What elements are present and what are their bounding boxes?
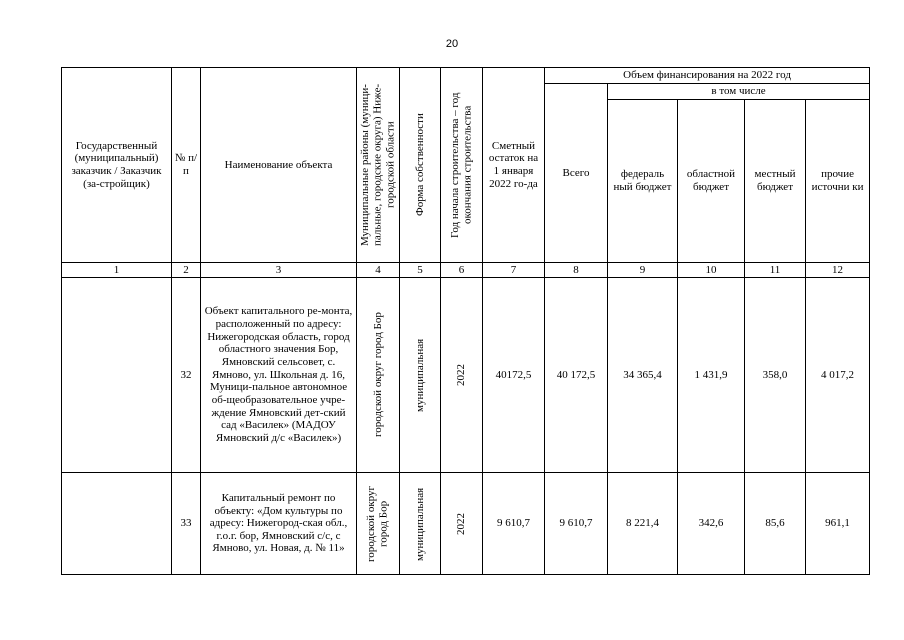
- table-row: [62, 473, 870, 575]
- row-years-cell: [441, 473, 483, 575]
- col-number: 10: [678, 263, 745, 278]
- header-ownership: Форма собственности: [413, 113, 426, 217]
- header-districts: Муниципальные районы (муници-пальные, городские округа) Ниже-городской области: [359, 83, 397, 247]
- row-ownership: муниципальная: [413, 486, 426, 561]
- col-number: 1: [62, 263, 172, 278]
- col-number: 7: [483, 263, 545, 278]
- header-other: прочие источни ки: [806, 100, 870, 263]
- row-local: 358,0: [745, 278, 806, 473]
- row-regional: 1 431,9: [678, 278, 745, 473]
- header-object-name: Наименование объекта: [201, 68, 357, 263]
- row-federal: 34 365,4: [608, 278, 678, 473]
- row-object-name: Капитальный ремонт по объекту: «Дом культуры по адресу: Нижегород-ская обл., г.о.г. бор, Ямновский с/с, с Ямново, ул. Новая, д. № 11»: [201, 473, 357, 575]
- header-balance: Сметный остаток на 1 января 2022 го-да: [483, 68, 545, 263]
- row-local: 85,6: [745, 473, 806, 575]
- header-customer: Государственный (муниципальный) заказчик / Заказчик (за-стройщик): [62, 68, 172, 263]
- row-years: 2022: [455, 364, 468, 386]
- header-years-cell: [441, 68, 483, 263]
- col-number: 5: [400, 263, 441, 278]
- row-customer: [62, 278, 172, 473]
- row-ownership-cell: [400, 278, 441, 473]
- row-total: 9 610,7: [545, 473, 608, 575]
- col-number: 9: [608, 263, 678, 278]
- row-district: городской округ город Бор: [371, 312, 384, 438]
- col-number: 4: [357, 263, 400, 278]
- header-total: Всего: [545, 84, 608, 263]
- header-local: местный бюджет: [745, 100, 806, 263]
- col-number: 2: [172, 263, 201, 278]
- header-regional: областной бюджет: [678, 100, 745, 263]
- header-years: Год начала строительства – год окончания строительства: [448, 92, 474, 238]
- row-regional: 342,6: [678, 473, 745, 575]
- row-years: 2022: [455, 512, 468, 535]
- column-numbers-row: [62, 263, 870, 278]
- row-district-cell: [357, 473, 400, 575]
- col-number: 12: [806, 263, 870, 278]
- row-other: 961,1: [806, 473, 870, 575]
- financing-table: [61, 67, 870, 575]
- row-years-cell: [441, 278, 483, 473]
- row-customer: [62, 473, 172, 575]
- col-number: 8: [545, 263, 608, 278]
- header-federal: федераль ный бюджет: [608, 100, 678, 263]
- row-ownership: муниципальная: [413, 338, 426, 412]
- row-num: 33: [172, 473, 201, 575]
- col-number: 11: [745, 263, 806, 278]
- row-balance: 9 610,7: [483, 473, 545, 575]
- header-ownership-cell: [400, 68, 441, 263]
- col-number: 3: [201, 263, 357, 278]
- row-federal: 8 221,4: [608, 473, 678, 575]
- row-object-name: Объект капитального ре-монта, расположенный по адресу: Нижегородская область, город областного значения Бор, Ямновский сельсовет, с. Ямново, ул. Школьная д. 16, Муници-пальное автономное об-щеобразовательное учре-ждение Ямновский дет-ский сад «Василек» (МАДОУ Ямновский д/с «Василек»): [201, 278, 357, 473]
- row-district: городской округ город Бор: [365, 485, 390, 562]
- header-num: № п/п: [172, 68, 201, 263]
- row-other: 4 017,2: [806, 278, 870, 473]
- header-districts-cell: [357, 68, 400, 263]
- header-including: в том числе: [608, 84, 870, 100]
- row-balance: 40172,5: [483, 278, 545, 473]
- row-total: 40 172,5: [545, 278, 608, 473]
- header-row-1: [62, 68, 870, 84]
- col-number: 6: [441, 263, 483, 278]
- table-row: [62, 278, 870, 473]
- row-district-cell: [357, 278, 400, 473]
- row-ownership-cell: [400, 473, 441, 575]
- header-funding: Объем финансирования на 2022 год: [545, 68, 870, 84]
- row-num: 32: [172, 278, 201, 473]
- page-number: 20: [445, 38, 459, 50]
